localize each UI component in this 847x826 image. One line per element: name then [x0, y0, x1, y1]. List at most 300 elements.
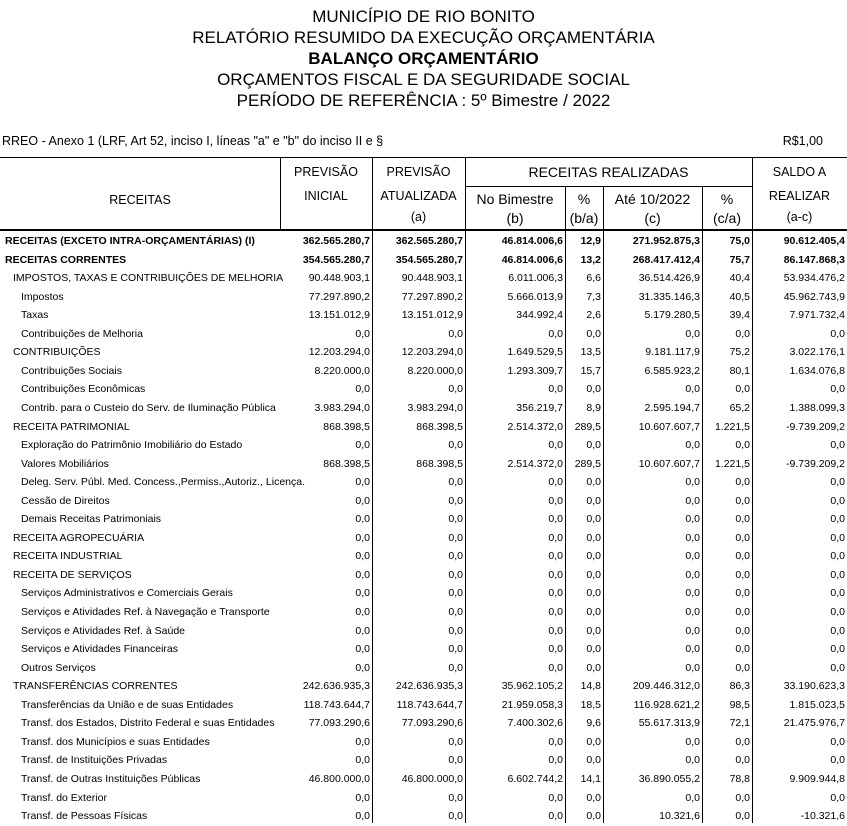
cell-pct-b: 14,1 — [580, 772, 601, 785]
row-label: Contribuições Econômicas — [21, 383, 146, 396]
cell-prev-atualizada: 0,0 — [448, 513, 463, 526]
cell-ate-periodo: 0,0 — [685, 494, 700, 507]
cell-pct-c: 65,2 — [729, 401, 750, 414]
cell-pct-b: 0,0 — [586, 476, 601, 489]
cell-prev-atualizada: 868.398,5 — [416, 420, 463, 433]
col-header-realizadas: RECEITAS REALIZADAS — [528, 164, 689, 180]
cell-prev-inicial: 77.093.290,6 — [308, 717, 370, 730]
cell-pct-b: 8,9 — [586, 401, 601, 414]
col-header-prev-atual-1: PREVISÃO — [386, 165, 451, 179]
row-label: IMPOSTOS, TAXAS E CONTRIBUIÇÕES DE MELHORIA — [13, 272, 284, 285]
annex-reference: RREO - Anexo 1 (LRF, Art 52, inciso I, líneas "a" e "b" do inciso II e § — [2, 134, 384, 148]
cell-ate-periodo: 0,0 — [685, 661, 700, 674]
cell-no-bimestre: 6.602.744,2 — [507, 772, 563, 785]
cell-ate-periodo: 0,0 — [685, 568, 700, 581]
cell-prev-atualizada: 90.448.903,1 — [401, 272, 463, 285]
table-row — [0, 696, 847, 715]
cell-ate-periodo: 10.321,6 — [659, 810, 700, 823]
cell-prev-atualizada: 3.983.294,0 — [407, 401, 463, 414]
cell-prev-inicial: 0,0 — [355, 754, 370, 767]
row-label: RECEITA INDUSTRIAL — [13, 550, 123, 563]
cell-ate-periodo: 0,0 — [685, 383, 700, 396]
row-label: Demais Receitas Patrimoniais — [21, 513, 162, 526]
cell-prev-atualizada: 0,0 — [448, 587, 463, 600]
row-label: TRANSFERÊNCIAS CORRENTES — [13, 680, 178, 693]
table-row — [0, 547, 847, 566]
cell-prev-atualizada: 0,0 — [448, 661, 463, 674]
cell-pct-b: 0,0 — [586, 754, 601, 767]
row-label: Cessão de Direitos — [21, 494, 110, 507]
cell-no-bimestre: 2.514.372,0 — [507, 457, 563, 470]
cell-no-bimestre: 0,0 — [548, 327, 563, 340]
cell-ate-periodo: 36.890.055,2 — [638, 772, 700, 785]
cell-pct-b: 14,8 — [580, 680, 601, 693]
cell-pct-c: 0,0 — [735, 568, 750, 581]
cell-no-bimestre: 0,0 — [548, 624, 563, 637]
cell-prev-inicial: 0,0 — [355, 476, 370, 489]
table-row — [0, 770, 847, 789]
budget-title: ORÇAMENTOS FISCAL E DA SEGURIDADE SOCIAL — [217, 70, 630, 89]
cell-prev-atualizada: 0,0 — [448, 754, 463, 767]
cell-prev-inicial: 0,0 — [355, 810, 370, 823]
cell-no-bimestre: 0,0 — [548, 735, 563, 748]
cell-prev-inicial: 362.565.280,7 — [302, 235, 370, 247]
cell-prev-inicial: 3.983.294,0 — [314, 401, 370, 414]
cell-ate-periodo: 0,0 — [685, 587, 700, 600]
cell-no-bimestre: 0,0 — [548, 439, 563, 452]
cell-prev-inicial: 868.398,5 — [323, 420, 370, 433]
cell-pct-c: 0,0 — [735, 587, 750, 600]
cell-prev-inicial: 0,0 — [355, 531, 370, 544]
row-label: RECEITA PATRIMONIAL — [13, 420, 130, 433]
cell-ate-periodo: 2.595.194,7 — [644, 401, 700, 414]
row-label: Transf. dos Municípios e suas Entidades — [21, 735, 210, 748]
table-row — [0, 603, 847, 622]
cell-no-bimestre: 0,0 — [548, 568, 563, 581]
cell-ate-periodo: 0,0 — [685, 754, 700, 767]
col-header-no-bimestre-1: No Bimestre — [476, 191, 554, 207]
cell-pct-b: 7,3 — [586, 290, 601, 303]
cell-pct-c: 78,8 — [729, 772, 750, 785]
cell-ate-periodo: 10.607.607,7 — [638, 457, 700, 470]
cell-ate-periodo: 55.617.313,9 — [638, 717, 700, 730]
cell-pct-c: 0,0 — [735, 791, 750, 804]
row-label: Impostos — [21, 290, 64, 303]
cell-prev-atualizada: 0,0 — [448, 327, 463, 340]
cell-saldo: 86.147.868,3 — [783, 253, 845, 266]
cell-ate-periodo: 0,0 — [685, 791, 700, 804]
cell-prev-inicial: 90.448.903,1 — [308, 272, 370, 285]
col-header-pct-b-2: (b/a) — [569, 210, 599, 226]
cell-saldo: 0,0 — [830, 531, 845, 544]
cell-no-bimestre: 0,0 — [548, 513, 563, 526]
cell-saldo: 9.909.944,8 — [789, 772, 845, 785]
table-row — [0, 269, 847, 288]
cell-saldo: 3.022.176,1 — [789, 346, 845, 359]
col-header-pct-c-1: % — [720, 191, 734, 207]
cell-ate-periodo: 36.514.426,9 — [638, 272, 700, 285]
cell-saldo: -9.739.209,2 — [786, 420, 845, 433]
cell-no-bimestre: 0,0 — [548, 476, 563, 489]
cell-prev-inicial: 0,0 — [355, 550, 370, 563]
table-body — [0, 231, 847, 823]
cell-prev-inicial: 0,0 — [355, 513, 370, 526]
balance-title: BALANÇO ORÇAMENTÁRIO — [308, 49, 539, 68]
cell-saldo: 0,0 — [830, 550, 845, 563]
cell-no-bimestre: 0,0 — [548, 810, 563, 823]
cell-ate-periodo: 6.585.923,2 — [644, 364, 700, 377]
cell-no-bimestre: 5.666.013,9 — [507, 290, 563, 303]
cell-no-bimestre: 0,0 — [548, 791, 563, 804]
col-header-saldo-1: SALDO A — [772, 165, 827, 179]
cell-saldo: -9.739.209,2 — [786, 457, 845, 470]
cell-prev-atualizada: 0,0 — [448, 791, 463, 804]
cell-no-bimestre: 1.649.529,5 — [507, 346, 563, 359]
cell-ate-periodo: 0,0 — [685, 550, 700, 563]
cell-saldo: 0,0 — [830, 587, 845, 600]
cell-ate-periodo: 5.179.280,5 — [644, 309, 700, 322]
table-row — [0, 789, 847, 808]
cell-saldo: 21.475.976,7 — [783, 717, 845, 730]
cell-pct-c: 0,0 — [735, 531, 750, 544]
cell-ate-periodo: 10.607.607,7 — [638, 420, 700, 433]
cell-prev-atualizada: 0,0 — [448, 810, 463, 823]
cell-pct-b: 0,0 — [586, 550, 601, 563]
cell-prev-inicial: 868.398,5 — [323, 457, 370, 470]
cell-saldo: 1.388.099,3 — [789, 401, 845, 414]
table-row — [0, 288, 847, 307]
cell-saldo: 0,0 — [830, 513, 845, 526]
cell-no-bimestre: 0,0 — [548, 754, 563, 767]
row-label: Serviços Administrativos e Comerciais Gerais — [21, 587, 233, 600]
cell-saldo: 0,0 — [830, 383, 845, 396]
cell-prev-atualizada: 0,0 — [448, 531, 463, 544]
cell-saldo: 1.815.023,5 — [789, 698, 845, 711]
cell-pct-c: 0,0 — [735, 383, 750, 396]
cell-saldo: 0,0 — [830, 439, 845, 452]
cell-pct-c: 1.221,5 — [714, 457, 750, 470]
cell-pct-b: 13,5 — [580, 346, 601, 359]
row-label: Transferências da União e de suas Entidades — [21, 698, 234, 711]
table-row — [0, 343, 847, 362]
cell-pct-c: 40,4 — [729, 272, 750, 285]
cell-pct-b: 2,6 — [586, 309, 601, 322]
cell-prev-atualizada: 354.565.280,7 — [395, 253, 463, 266]
cell-ate-periodo: 0,0 — [685, 624, 700, 637]
cell-no-bimestre: 0,0 — [548, 494, 563, 507]
cell-no-bimestre: 46.814.006,6 — [501, 235, 563, 247]
cell-prev-inicial: 13.151.012,9 — [308, 309, 370, 322]
cell-ate-periodo: 9.181.117,9 — [645, 346, 700, 359]
cell-saldo: 0,0 — [830, 494, 845, 507]
cell-prev-inicial: 0,0 — [355, 643, 370, 656]
table-row — [0, 399, 847, 418]
cell-prev-atualizada: 0,0 — [448, 383, 463, 396]
table-row — [0, 436, 847, 455]
cell-saldo: 0,0 — [830, 643, 845, 656]
cell-prev-atualizada: 46.800.000,0 — [401, 772, 463, 785]
row-label: Serviços e Atividades Financeiras — [21, 643, 178, 656]
cell-prev-atualizada: 0,0 — [448, 643, 463, 656]
cell-pct-b: 0,0 — [586, 810, 601, 823]
cell-pct-c: 40,5 — [729, 290, 750, 303]
cell-no-bimestre: 0,0 — [548, 550, 563, 563]
cell-pct-c: 0,0 — [735, 643, 750, 656]
cell-prev-atualizada: 118.743.644,7 — [396, 698, 463, 711]
cell-ate-periodo: 116.928.621,2 — [633, 698, 700, 711]
cell-saldo: 90.612.405,4 — [783, 235, 845, 247]
cell-pct-b: 0,0 — [586, 494, 601, 507]
table-row — [0, 510, 847, 529]
cell-pct-c: 0,0 — [735, 439, 750, 452]
cell-no-bimestre: 0,0 — [548, 661, 563, 674]
cell-pct-b: 0,0 — [586, 327, 601, 340]
cell-pct-b: 15,7 — [580, 364, 601, 377]
table-row — [0, 380, 847, 399]
table-row — [0, 455, 847, 474]
cell-prev-inicial: 0,0 — [355, 791, 370, 804]
cell-no-bimestre: 46.814.006,6 — [501, 253, 563, 266]
cell-ate-periodo: 0,0 — [685, 476, 700, 489]
row-label: Transf. do Exterior — [21, 791, 107, 804]
cell-pct-c: 0,0 — [735, 327, 750, 340]
cell-saldo: 0,0 — [830, 624, 845, 637]
row-label: RECEITA DE SERVIÇOS — [13, 568, 132, 581]
cell-pct-c: 0,0 — [735, 661, 750, 674]
cell-prev-atualizada: 0,0 — [448, 550, 463, 563]
cell-prev-atualizada: 0,0 — [448, 494, 463, 507]
table-row — [0, 251, 847, 270]
cell-pct-c: 0,0 — [735, 494, 750, 507]
cell-pct-c: 75,7 — [729, 253, 750, 266]
cell-prev-inicial: 0,0 — [355, 383, 370, 396]
row-label: Transf. dos Estados, Distrito Federal e suas Entidades — [21, 717, 275, 730]
cell-pct-b: 0,0 — [586, 624, 601, 637]
cell-pct-b: 0,0 — [586, 661, 601, 674]
period-title: PERÍODO DE REFERÊNCIA : 5º Bimestre / 2022 — [236, 91, 611, 110]
cell-pct-b: 0,0 — [586, 439, 601, 452]
cell-saldo: 0,0 — [830, 568, 845, 581]
cell-pct-c: 0,0 — [735, 754, 750, 767]
cell-no-bimestre: 0,0 — [548, 587, 563, 600]
cell-prev-inicial: 118.743.644,7 — [303, 698, 370, 711]
table-row — [0, 714, 847, 733]
cell-saldo: 0,0 — [830, 735, 845, 748]
cell-no-bimestre: 0,0 — [548, 643, 563, 656]
row-label: Taxas — [21, 309, 49, 322]
cell-no-bimestre: 7.400.302,6 — [507, 717, 563, 730]
report-title-block — [0, 6, 847, 111]
cell-saldo: 53.934.476,2 — [783, 272, 845, 285]
cell-prev-atualizada: 0,0 — [448, 624, 463, 637]
cell-prev-atualizada: 0,0 — [448, 735, 463, 748]
cell-pct-b: 289,5 — [574, 457, 601, 470]
cell-pct-b: 12,9 — [580, 235, 601, 247]
cell-pct-c: 0,0 — [735, 550, 750, 563]
table-row — [0, 418, 847, 437]
cell-prev-inicial: 0,0 — [355, 494, 370, 507]
cell-prev-inicial: 0,0 — [355, 735, 370, 748]
cell-saldo: 0,0 — [830, 476, 845, 489]
col-header-prev-inicial-2: INICIAL — [304, 189, 348, 203]
cell-pct-b: 18,5 — [580, 698, 601, 711]
cell-saldo: 0,0 — [830, 327, 845, 340]
cell-prev-atualizada: 868.398,5 — [416, 457, 463, 470]
cell-pct-c: 98,5 — [729, 698, 750, 711]
cell-no-bimestre: 21.959.058,3 — [501, 698, 563, 711]
cell-no-bimestre: 1.293.309,7 — [507, 364, 563, 377]
col-header-pct-c-2: (c/a) — [713, 210, 741, 226]
cell-no-bimestre: 0,0 — [548, 606, 563, 618]
cell-prev-atualizada: 8.220.000,0 — [407, 364, 463, 377]
cell-pct-b: 6,6 — [586, 272, 601, 285]
col-header-pct-b-1: % — [577, 191, 591, 207]
cell-prev-inicial: 46.800.000,0 — [308, 772, 370, 785]
table-row — [0, 566, 847, 585]
row-label: Transf. de Pessoas Físicas — [21, 810, 148, 823]
row-label: Serviços e Atividades Ref. à Saúde — [21, 624, 186, 637]
cell-pct-c: 0,0 — [735, 476, 750, 489]
cell-pct-b: 0,0 — [586, 791, 601, 804]
cell-prev-atualizada: 362.565.280,7 — [395, 235, 463, 247]
cell-prev-inicial: 0,0 — [355, 439, 370, 452]
cell-pct-c: 0,0 — [735, 810, 750, 823]
cell-prev-atualizada: 0,0 — [448, 439, 463, 452]
cell-prev-inicial: 77.297.890,2 — [308, 290, 370, 303]
cell-pct-c: 80,1 — [729, 364, 750, 377]
table-row — [0, 473, 847, 492]
cell-prev-atualizada: 0,0 — [448, 476, 463, 489]
cell-prev-inicial: 354.565.280,7 — [302, 253, 370, 266]
cell-saldo: 0,0 — [830, 754, 845, 767]
table-row — [0, 640, 847, 659]
cell-pct-b: 0,0 — [586, 606, 601, 618]
cell-saldo: 7.971.732,4 — [789, 309, 845, 322]
table-row — [0, 232, 847, 251]
cell-ate-periodo: 268.417.412,4 — [632, 253, 700, 266]
cell-ate-periodo: 0,0 — [685, 513, 700, 526]
table-row — [0, 677, 847, 696]
cell-saldo: 45.962.743,9 — [783, 290, 845, 303]
cell-prev-atualizada: 77.297.890,2 — [401, 290, 463, 303]
cell-no-bimestre: 356.219,7 — [516, 401, 563, 414]
row-label: Contribuições de Melhoria — [21, 327, 143, 340]
table-row — [0, 362, 847, 381]
cell-prev-inicial: 0,0 — [355, 587, 370, 600]
cell-no-bimestre: 0,0 — [548, 383, 563, 396]
table-row — [0, 659, 847, 678]
cell-prev-inicial: 0,0 — [355, 661, 370, 674]
row-label: Valores Mobiliários — [21, 457, 109, 470]
cell-prev-atualizada: 12.203.294,0 — [401, 346, 463, 359]
row-label: Deleg. Serv. Públ. Med. Concess.,Permiss.,Autoriz., Licença. — [21, 476, 306, 489]
cell-ate-periodo: 0,0 — [685, 531, 700, 544]
table-row — [0, 807, 847, 826]
cell-saldo: -10.321,6 — [800, 810, 845, 823]
cell-ate-periodo: 0,0 — [685, 439, 700, 452]
cell-pct-c: 72,1 — [729, 717, 750, 730]
col-header-prev-atual-3: (a) — [410, 210, 427, 224]
cell-no-bimestre: 35.962.105,2 — [501, 680, 563, 693]
cell-pct-b: 0,0 — [586, 568, 601, 581]
cell-ate-periodo: 271.952.875,3 — [632, 235, 700, 247]
row-label: Exploração do Patrimônio Imobiliário do Estado — [21, 439, 243, 452]
cell-pct-b: 0,0 — [586, 735, 601, 748]
cell-prev-inicial: 0,0 — [355, 624, 370, 637]
cell-pct-c: 1.221,5 — [714, 420, 750, 433]
municipality-title: MUNICÍPIO DE RIO BONITO — [312, 7, 535, 26]
cell-prev-atualizada: 13.151.012,9 — [401, 309, 463, 322]
currency-unit: R$1,00 — [782, 134, 823, 148]
cell-ate-periodo: 0,0 — [685, 643, 700, 656]
cell-pct-b: 9,6 — [586, 717, 601, 730]
row-label: Serviços e Atividades Ref. à Navegação e Transporte — [21, 606, 270, 618]
cell-pct-b: 13,2 — [580, 253, 601, 266]
cell-prev-inicial: 0,0 — [355, 327, 370, 340]
cell-pct-b: 0,0 — [586, 587, 601, 600]
row-label: Outros Serviços — [21, 661, 96, 674]
cell-no-bimestre: 0,0 — [548, 531, 563, 544]
col-header-saldo-3: (a-c) — [786, 210, 813, 224]
table-row — [0, 306, 847, 325]
cell-pct-b: 0,0 — [586, 531, 601, 544]
cell-saldo: 0,0 — [830, 606, 845, 618]
table-row — [0, 492, 847, 511]
cell-no-bimestre: 2.514.372,0 — [507, 420, 563, 433]
table-row — [0, 751, 847, 770]
table-row — [0, 584, 847, 603]
cell-prev-atualizada: 242.636.935,3 — [395, 680, 463, 693]
row-label: RECEITAS CORRENTES — [5, 253, 127, 266]
row-label: Contribuições Sociais — [21, 364, 122, 377]
cell-pct-c: 75,0 — [729, 235, 750, 247]
cell-pct-c: 0,0 — [735, 735, 750, 748]
row-label: CONTRIBUIÇÕES — [13, 346, 101, 359]
cell-pct-b: 0,0 — [586, 513, 601, 526]
table-header — [0, 157, 847, 231]
cell-ate-periodo: 31.335.146,3 — [638, 290, 700, 303]
cell-no-bimestre: 344.992,4 — [516, 309, 563, 322]
table-row — [0, 325, 847, 344]
col-header-prev-atual-2: ATUALIZADA — [380, 189, 457, 203]
table-row — [0, 622, 847, 641]
cell-pct-c: 0,0 — [735, 513, 750, 526]
cell-saldo: 1.634.076,8 — [789, 364, 845, 377]
report-title: RELATÓRIO RESUMIDO DA EXECUÇÃO ORÇAMENTÁRIA — [192, 28, 655, 47]
cell-prev-atualizada: 0,0 — [448, 568, 463, 581]
cell-prev-inicial: 8.220.000,0 — [314, 364, 370, 377]
col-header-prev-inicial-1: PREVISÃO — [294, 165, 358, 179]
cell-saldo: 0,0 — [830, 791, 845, 804]
cell-pct-b: 0,0 — [586, 383, 601, 396]
row-label: RECEITAS (EXCETO INTRA-ORÇAMENTÁRIAS) (I) — [5, 235, 255, 247]
cell-pct-b: 0,0 — [586, 643, 601, 656]
cell-prev-atualizada: 0,0 — [448, 606, 463, 618]
cell-pct-c: 0,0 — [735, 624, 750, 637]
table-row — [0, 733, 847, 752]
row-label: Transf. de Instituições Privadas — [21, 754, 168, 767]
cell-pct-c: 0,0 — [735, 606, 750, 618]
col-header-ate-1: Até 10/2022 — [614, 191, 691, 207]
cell-prev-inicial: 0,0 — [355, 606, 370, 618]
cell-prev-inicial: 0,0 — [355, 568, 370, 581]
row-label: RECEITA AGROPECUÁRIA — [13, 531, 145, 544]
row-label: Contrib. para o Custeio do Serv. de Iluminação Pública — [21, 401, 276, 414]
col-header-saldo-2: REALIZAR — [768, 189, 831, 203]
cell-saldo: 0,0 — [830, 661, 845, 674]
cell-pct-c: 39,4 — [729, 309, 750, 322]
cell-prev-inicial: 242.636.935,3 — [302, 680, 370, 693]
